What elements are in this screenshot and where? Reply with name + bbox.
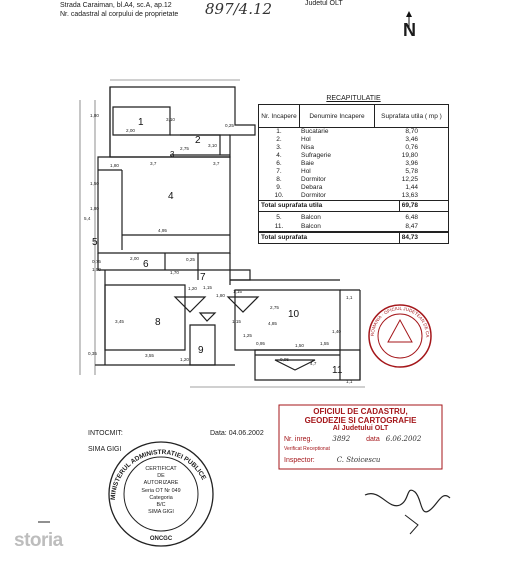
- row-nr: 10.: [274, 192, 284, 199]
- dim-label: 1,55: [320, 341, 329, 346]
- stamp-reg-number: 3892: [332, 435, 351, 443]
- row-area: 19,80: [401, 152, 418, 159]
- row-nr: 8.: [276, 176, 282, 183]
- row-name: Hol: [301, 136, 311, 143]
- total-useful-label: Total suprafata utila: [259, 201, 400, 212]
- room-2-label: 2: [195, 135, 201, 146]
- row-area: 12,25: [401, 176, 418, 183]
- dim-label: 1,15: [233, 289, 242, 294]
- room-9-label: 9: [198, 345, 204, 356]
- table-row: [259, 160, 449, 168]
- table-row: [259, 136, 449, 144]
- table-row: [259, 144, 449, 152]
- stamp-line-4: [284, 435, 421, 443]
- room-4-label: 4: [168, 191, 174, 202]
- round-stamp-l6: B/C: [156, 502, 166, 508]
- row-area: 8,70: [405, 128, 418, 135]
- signature-mark-small: [30, 518, 60, 528]
- dim-label: 1,20: [188, 286, 197, 291]
- dim-label: 0,95: [256, 341, 265, 346]
- row-area: 3,46: [405, 136, 418, 143]
- north-label: N: [403, 20, 416, 40]
- handwritten-number: 897/4.12: [205, 0, 273, 18]
- room-8-label: 8: [155, 317, 161, 328]
- room-1-label: 1: [138, 117, 144, 128]
- dim-label: 1,70: [170, 270, 179, 275]
- dim-label: 2,75: [180, 146, 189, 151]
- row-area: 13,63: [401, 192, 418, 199]
- round-stamp-outer-text: MINISTERUL ADMINISTRATIEI PUBLICE: [109, 448, 208, 501]
- dim-label: 0,35: [88, 351, 97, 356]
- dim-label: 4,85: [268, 321, 277, 326]
- red-stamp-text: ROMANIA · OFICIUL JUDETEAN DE CA: [369, 305, 431, 338]
- table-row: [259, 184, 449, 192]
- row-name: Nisa: [301, 144, 315, 151]
- row-nr: 6.: [276, 160, 282, 167]
- round-stamp-bottom: ONCGC: [149, 536, 173, 542]
- dim-label: 0,75: [92, 259, 101, 264]
- room-6-label: 6: [143, 259, 149, 270]
- row-nr: 3.: [276, 144, 282, 151]
- row-name: Sufragerie: [301, 152, 331, 159]
- table-row: [259, 176, 449, 184]
- author-name: SIMA GIGI: [88, 446, 122, 453]
- row-name: Bucatarie: [301, 128, 329, 135]
- recap-body: [258, 128, 449, 200]
- row-nr: 1.: [276, 128, 282, 135]
- stamp-inspector-signature: C. Stoicescu: [336, 456, 381, 464]
- stamp-inspector-label: Inspector:: [284, 457, 315, 464]
- table-row: [259, 212, 449, 223]
- dim-label: 1,80: [216, 293, 225, 298]
- round-stamp-l4: Seria OT Nr 049: [141, 488, 181, 494]
- table-row: [259, 152, 449, 160]
- svg-text:ROMANIA · OFICIUL JUDETEAN DE: [366, 302, 430, 337]
- recap-col-nr: Nr. Incapere: [259, 105, 300, 128]
- dim-label: 3,45: [115, 319, 124, 324]
- signature-mark: [360, 470, 460, 540]
- stamp-line-1: OFICIUL DE CADASTRU,: [313, 407, 408, 416]
- row-name: Dormitor: [301, 192, 326, 199]
- dim-label: 1,80: [90, 206, 99, 211]
- dim-label: 1,50: [92, 267, 101, 272]
- dim-label: 3,10: [208, 143, 217, 148]
- dim-label: 1,50: [90, 181, 99, 186]
- round-stamp-l1: CERTIFICAT: [145, 466, 177, 472]
- row-area: 6,48: [405, 213, 418, 221]
- authorization-round-stamp: [105, 438, 217, 550]
- row-area: 3,96: [405, 160, 418, 167]
- dim-label: 1,80: [90, 113, 99, 118]
- row-nr: 9.: [276, 184, 282, 191]
- row-nr: 4.: [276, 152, 282, 159]
- dim-label: 0,25: [186, 257, 195, 262]
- dim-label: 1,15: [203, 285, 212, 290]
- stamp-date-value: 6.06.2002: [385, 435, 422, 443]
- stamp-reg-label: Nr. inreg.: [284, 436, 313, 443]
- recap-title: RECAPITULATIE: [326, 95, 381, 102]
- intocmit-label: INTOCMIT:: [88, 430, 123, 437]
- row-name: Balcon: [301, 223, 321, 230]
- dim-label: 2,00: [126, 128, 135, 133]
- date-label: [210, 430, 264, 438]
- date-value: 04.06.2002: [228, 430, 264, 437]
- table-row: [259, 223, 449, 232]
- dim-label: 3,7: [213, 161, 220, 166]
- dim-label: 1,50: [295, 343, 304, 348]
- round-stamp-l3: AUTORIZARE: [143, 480, 179, 486]
- dim-label: 1,1: [346, 295, 353, 300]
- recap-header-row: [259, 105, 449, 128]
- room-3-label: 3: [170, 150, 175, 159]
- dim-label: 2,75: [270, 305, 279, 310]
- storia-logo-text: storia: [14, 530, 63, 551]
- row-area: 0,76: [405, 144, 418, 151]
- dim-label: 1,40: [332, 329, 341, 334]
- stamp-date-label: data: [366, 436, 380, 443]
- dim-label: 1,20: [180, 357, 189, 362]
- room-10-label: 10: [288, 309, 300, 320]
- total-value: 84,73: [399, 233, 448, 244]
- dim-label: 2,00: [130, 256, 139, 261]
- room-11-label: 11: [332, 365, 343, 376]
- row-name: Dormitor: [301, 176, 326, 183]
- table-row: [259, 128, 449, 136]
- stamp-line-6: [284, 456, 380, 464]
- row-name: Debara: [301, 184, 323, 191]
- room-5-label: 5: [92, 237, 98, 248]
- dim-label: 3,7: [150, 161, 157, 166]
- recap-col-area: Suprafata utila ( mp ): [375, 105, 449, 128]
- dim-label: 4,95: [158, 228, 167, 233]
- total-useful-value: 69,78: [399, 201, 448, 212]
- recap-col-name: Denumire Incapere: [300, 105, 375, 128]
- cadastral-line: Nr. cadastral al corpului de proprietate: [60, 11, 179, 18]
- recap-table: [258, 95, 449, 244]
- row-nr: 5.: [276, 213, 282, 221]
- red-round-stamp: [366, 302, 434, 370]
- round-stamp-l7: SIMA GIGI: [148, 509, 174, 515]
- county-label: Judetul OLT: [305, 0, 343, 7]
- row-nr: 11.: [274, 223, 284, 230]
- round-stamp-l5: Categoria: [149, 495, 173, 501]
- row-area: 8,47: [405, 223, 418, 230]
- room-7-label: 7: [200, 272, 206, 283]
- stamp-line-5: Verificat Receptionat: [284, 446, 330, 452]
- row-area: 5,78: [405, 168, 418, 175]
- dim-label: 1,1: [346, 379, 353, 384]
- cadastre-stamp: [278, 404, 443, 470]
- total-label: Total suprafata: [259, 233, 400, 244]
- round-stamp-l2: DE: [157, 473, 165, 479]
- dim-label: 1,80: [110, 163, 119, 168]
- dim-label: 4,7: [310, 361, 317, 366]
- dim-label: 3,10: [166, 117, 175, 122]
- date-label-text: Data:: [210, 430, 227, 437]
- dim-label: 0,25: [225, 123, 234, 128]
- storia-logo: [14, 530, 63, 552]
- row-name: Baie: [301, 160, 315, 167]
- dim-label: 1,15: [232, 319, 241, 324]
- recap-total-useful-row: [259, 201, 449, 212]
- row-nr: 2.: [276, 136, 282, 143]
- recap-total-row: [259, 233, 449, 244]
- row-name: Balcon: [301, 213, 321, 221]
- dim-label: 5,4: [84, 216, 91, 221]
- dim-label: 1,25: [243, 333, 252, 338]
- table-row: [259, 168, 449, 176]
- dim-label: 3,55: [145, 353, 154, 358]
- stamp-line-2: GEODEZIE SI CARTOGRAFIE: [304, 416, 417, 425]
- table-row: [259, 192, 449, 200]
- dim-label: 0,95: [280, 357, 289, 362]
- address-line: Strada Caraiman, bl.A4, sc.A, ap.12: [60, 2, 172, 9]
- row-name: Hol: [301, 168, 311, 175]
- row-nr: 7.: [276, 168, 282, 175]
- stamp-line-3: Al Judetului OLT: [332, 425, 389, 432]
- row-area: 1,44: [405, 184, 418, 191]
